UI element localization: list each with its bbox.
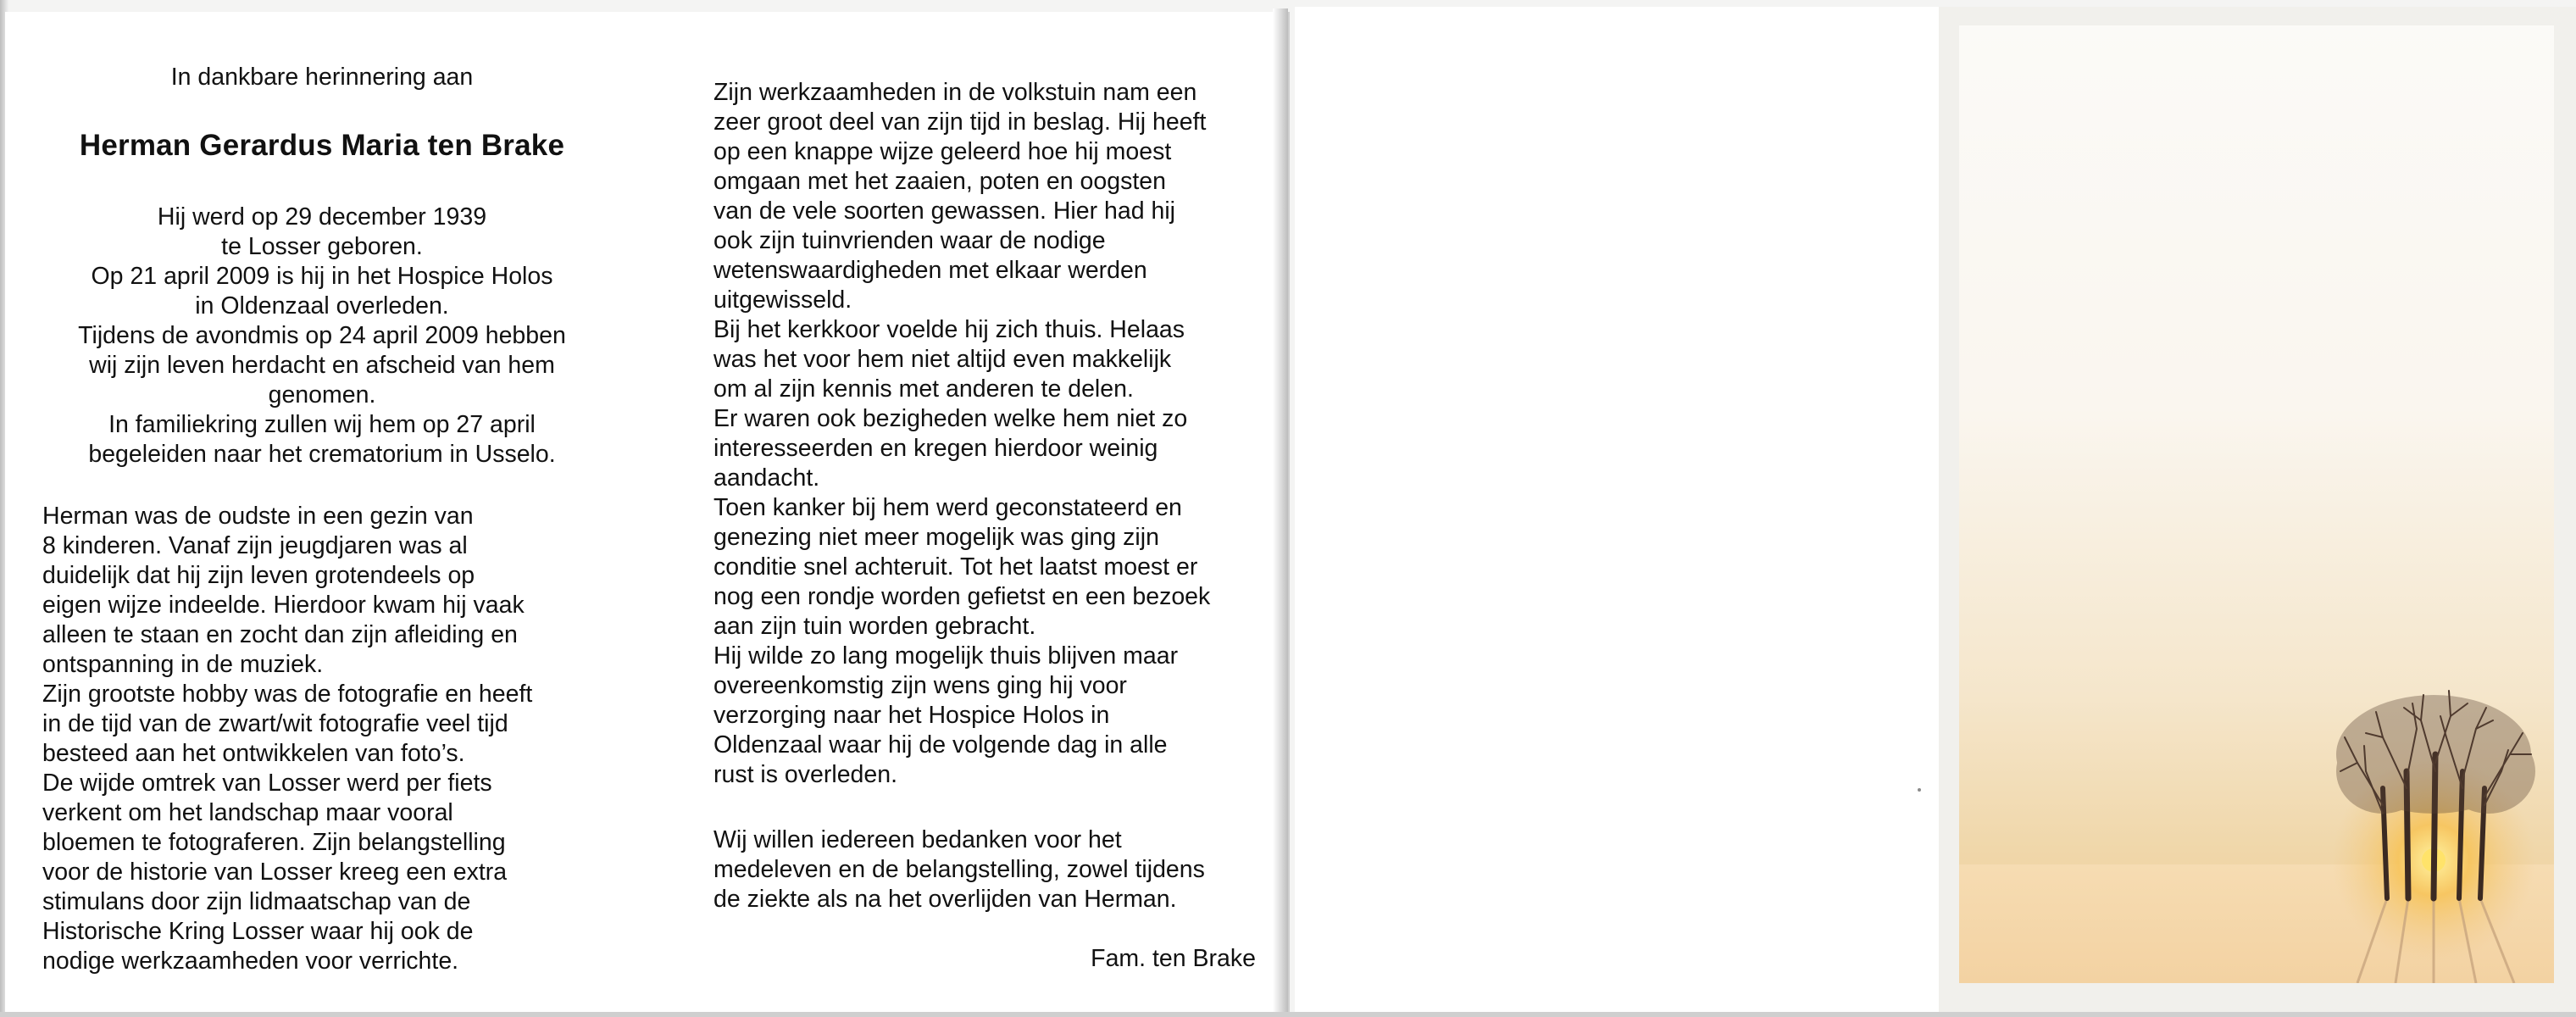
story-line: zeer groot deel van zijn tijd in beslag. Hij heeft	[713, 108, 1207, 136]
story-line: overeenkomstig zijn wens ging hij voor	[713, 672, 1127, 699]
announcement-line: genomen.	[268, 381, 376, 408]
biography-line: bloemen te fotograferen. Zijn belangstelling	[42, 829, 506, 856]
story-line: verzorging naar het Hospice Holos in	[713, 702, 1110, 729]
story-line: ook zijn tuinvrienden waar de nodige	[713, 227, 1106, 254]
scan-speck	[1918, 788, 1921, 792]
story-line: van de vele soorten gewassen. Hier had hij	[713, 197, 1175, 225]
announcement-line: te Losser geboren.	[221, 233, 423, 260]
biography-line: in de tijd van de zwart/wit fotografie veel tijd	[42, 710, 508, 737]
biography-line: 8 kinderen. Vanaf zijn jeugdjaren was al	[42, 532, 468, 559]
announcement-line: begeleiden naar het crematorium in Usselo.	[88, 441, 556, 468]
biography-line: duidelijk dat hij zijn leven grotendeels op	[42, 562, 475, 589]
biography-line: alleen te staan en zocht dan zijn afleiding en	[42, 621, 518, 648]
announcement-line: Tijdens de avondmis op 24 april 2009 hebben	[78, 322, 566, 349]
announcement-line: wij zijn leven herdacht en afscheid van hem	[89, 352, 555, 379]
story-line: uitgewisseld.	[713, 286, 852, 314]
thanks-line: medeleven en de belangstelling, zowel tijdens	[713, 856, 1205, 883]
thanks-block	[713, 825, 1273, 914]
biography-line: Historische Kring Losser waar hij ook de	[42, 918, 474, 945]
text-pages	[5, 12, 1290, 1012]
blank-panel	[1295, 7, 1939, 1012]
story-line: interesseerden en kregen hierdoor weinig	[713, 435, 1158, 462]
announcement-line: Hij werd op 29 december 1939	[157, 203, 487, 231]
deceased-name: Herman Gerardus Maria ten Brake	[79, 129, 565, 162]
story-line: omgaan met het zaaien, poten en oogsten	[713, 168, 1166, 195]
biography-line: ontspanning in de muziek.	[42, 651, 324, 678]
announcement-line: Op 21 april 2009 is hij in het Hospice Holos	[91, 263, 553, 290]
biography-line: voor de historie van Losser kreeg een extra	[42, 859, 508, 886]
announcement-block	[42, 203, 602, 470]
thanks-line: de ziekte als na het overlijden van Herman.	[713, 886, 1177, 913]
intro-line: In dankbare herinnering aan	[170, 64, 474, 91]
story-line: was het voor hem niet altijd even makkelijk	[713, 346, 1172, 373]
story-line: conditie snel achteruit. Tot het laatst moest er	[713, 553, 1198, 581]
announcement-line: In familiekring zullen wij hem op 27 april	[108, 411, 536, 438]
family-signature: Fam. ten Brake	[1091, 945, 1256, 972]
card-fold	[1273, 8, 1288, 1013]
biography-line: nodige werkzaamheden voor verrichte.	[42, 948, 459, 975]
story-line: Oldenzaal waar hij de volgende dag in alle	[713, 731, 1168, 759]
story-line: om al zijn kennis met anderen te delen.	[713, 375, 1134, 403]
story-line: Er waren ook bezigheden welke hem niet zo	[713, 405, 1188, 432]
thanks-line: Wij willen iedereen bedanken voor het	[713, 826, 1122, 853]
announcement-line: in Oldenzaal overleden.	[195, 292, 449, 320]
biography-line: Herman was de oudste in een gezin van	[42, 503, 474, 530]
story-line: nog een rondje worden gefietst en een bezoek	[713, 583, 1211, 610]
scan-bottom-edge	[0, 1012, 2576, 1017]
story-line: aandacht.	[713, 464, 820, 492]
story-line: aan zijn tuin worden gebracht.	[713, 613, 1036, 640]
biography-line: De wijde omtrek van Losser werd per fiets	[42, 770, 492, 797]
tree-silhouette-illustration	[1959, 25, 2554, 983]
story-block	[713, 78, 1273, 790]
biography-line: Zijn grootste hobby was de fotografie en heeft	[42, 681, 533, 708]
story-line: genezing niet meer mogelijk was ging zijn	[713, 524, 1159, 551]
winter-sunset-photo	[1959, 25, 2554, 983]
biography-line: eigen wijze indeelde. Hierdoor kwam hij vaak	[42, 592, 525, 619]
biography-line: verkent om het landschap maar vooral	[42, 799, 453, 826]
story-line: Bij het kerkkoor voelde hij zich thuis. Helaas	[713, 316, 1185, 343]
biography-block	[42, 502, 602, 976]
story-line: Toen kanker bij hem werd geconstateerd en	[713, 494, 1182, 521]
story-line: wetenswaardigheden met elkaar werden	[713, 257, 1147, 284]
biography-line: besteed aan het ontwikkelen van foto’s.	[42, 740, 465, 767]
story-line: rust is overleden.	[713, 761, 898, 788]
story-line: Hij wilde zo lang mogelijk thuis blijven maar	[713, 642, 1179, 670]
story-line: Zijn werkzaamheden in de volkstuin nam een	[713, 79, 1197, 106]
story-line: op een knappe wijze geleerd hoe hij moest	[713, 138, 1172, 165]
biography-line: stimulans door zijn lidmaatschap van de	[42, 888, 471, 915]
